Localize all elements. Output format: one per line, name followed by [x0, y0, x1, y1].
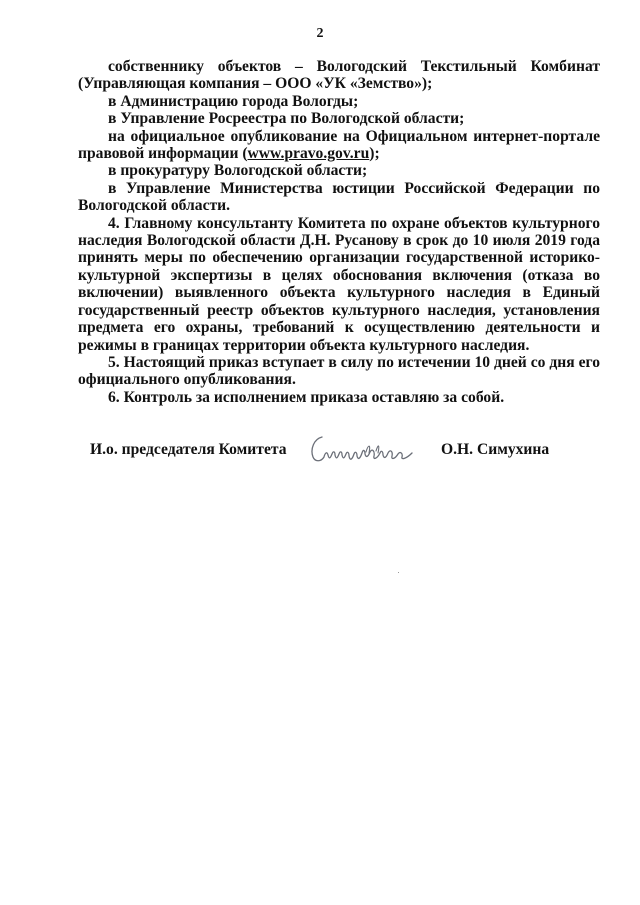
pravo-gov-link[interactable]: www.pravo.gov.ru	[247, 145, 370, 163]
document-body	[78, 58, 600, 406]
recipient-justice-ministry: в Управление Министерства юстиции Российской Федерации по Вологодской области.	[78, 179, 600, 215]
scan-speck	[398, 572, 399, 573]
recipient-owner-line-2: (Управляющая компания – ООО «УК «Земство»);	[78, 75, 433, 93]
order-item-4: 4. Главному консультанту Комитета по охране объектов культурного наследия Вологодской области Д.Н. Русанову в срок до 10 июля 2019 года принять меры по обеспечению организации государственной историко-культурной экспертизы в целях обоснования включения (отказа во включении) выявленного объекта культурного наследия в Единый государственный реестр объектов культурного наследия, установления предмета его охраны, требований к осуществлению деятельности и режимы в границах территории объекта культурного наследия.	[78, 214, 600, 354]
recipient-owner-line-1: собственнику объектов – Вологодский Текстильный Комбинат	[108, 58, 600, 75]
handwritten-signature-icon	[308, 431, 418, 467]
recipient-administration: в Администрацию города Вологды;	[108, 92, 359, 110]
order-item-5: 5. Настоящий приказ вступает в силу по истечении 10 дней со дня его официального опубликования.	[78, 353, 600, 389]
order-item-6: 6. Контроль за исполнением приказа оставляю за собой.	[108, 388, 505, 406]
signatory-name: О.Н. Симухина	[441, 441, 550, 458]
page-number: 2	[316, 26, 324, 41]
recipient-prosecutor: в прокуратуру Вологодской области;	[108, 162, 368, 180]
recipient-rosreestr: в Управление Росреестра по Вологодской области;	[108, 110, 465, 128]
recipient-publication	[78, 128, 600, 163]
signatory-title: И.о. председателя Комитета	[90, 441, 287, 458]
publication-text: на официальное опубликование на Официальном интернет-портале правовой информации (	[78, 127, 600, 163]
publication-text-end: );	[369, 145, 380, 163]
signature-block	[90, 435, 550, 469]
